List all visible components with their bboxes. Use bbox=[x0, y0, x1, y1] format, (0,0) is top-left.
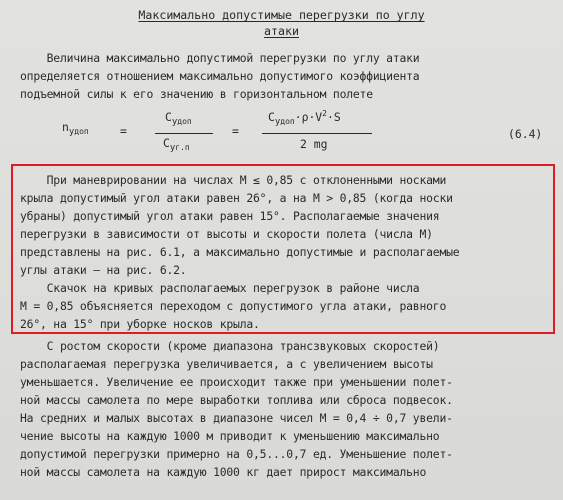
highlighted-line-2: крыла допустимый угол атаки равен 26°, а на M > 0,85 (когда носки bbox=[20, 191, 453, 205]
tail-line-8: ной массы самолета на каждую 1000 кг дает прирост максимально bbox=[20, 465, 427, 479]
intro-line-2: определяется отношением максимально допустимого коэффициента bbox=[20, 69, 420, 83]
tail-line-3: уменьшается. Увеличение ее происходит также при уменьшении полет- bbox=[20, 375, 453, 389]
fraction-1-denominator: $C_{yг.п}$ bbox=[163, 136, 190, 153]
intro-line-1: Величина максимально допустимой перегрузки по углу атаки bbox=[20, 51, 420, 65]
highlighted-line-6: углы атаки – на рис. 6.2. bbox=[20, 263, 187, 277]
section-title-line-1: Максимально допустимые перегрузки по углу bbox=[138, 8, 425, 22]
highlighted-line-1: При маневрировании на числах M ≤ 0,85 с отклоненными носками bbox=[20, 173, 447, 187]
highlighted-line-3: убраны) допустимый угол атаки равен 15°. Располагаемые значения bbox=[20, 209, 440, 223]
equation-number: (6.4) bbox=[508, 127, 543, 141]
equation-equals-1: = bbox=[120, 124, 127, 138]
tail-line-4: ной массы самолета по мере выработки топлива или сброса подвесок. bbox=[20, 393, 453, 407]
highlighted-line-4: перегрузки в зависимости от высоты и скорости полета (числа M) bbox=[20, 227, 433, 241]
fraction-2-bar bbox=[262, 133, 372, 134]
tail-line-5: На средних и малых высотах в диапазоне чисел M = 0,4 ÷ 0,7 увели- bbox=[20, 411, 453, 425]
fraction-1-bar bbox=[155, 133, 213, 134]
highlighted-line-8: M = 0,85 объясняется переходом с допустимого угла атаки, равного bbox=[20, 299, 447, 313]
tail-line-1: С ростом скорости (кроме диапазона трансзвуковых скоростей) bbox=[20, 339, 440, 353]
highlighted-line-7: Скачок на кривых располагаемых перегрузок в районе числа bbox=[20, 281, 420, 295]
fraction-2-denominator: 2 mg bbox=[300, 137, 328, 151]
tail-line-2: располагаемая перегрузка увеличивается, а с увеличением высоты bbox=[20, 357, 433, 371]
equation-lhs: $n_{yдоп}$ bbox=[62, 120, 89, 137]
section-title-line-2: атаки bbox=[264, 24, 299, 38]
equation-equals-2: = bbox=[232, 124, 239, 138]
highlighted-line-9: 26°, на 15° при уборке носков крыла. bbox=[20, 317, 260, 331]
tail-line-7: допустимой перегрузки примерно на 0,5...0,7 ед. Уменьшение полет- bbox=[20, 447, 453, 461]
tail-line-6: чение высоты на каждую 1000 м приводит к уменьшению максимально bbox=[20, 429, 440, 443]
intro-line-3: подъемной силы к его значению в горизонтальном полете bbox=[20, 87, 373, 101]
highlighted-line-5: представлены на рис. 6.1, а максимально допустимые и располагаемые bbox=[20, 245, 460, 259]
fraction-2-numerator: $C_{yдоп}\cdot\rho\cdot V^2\cdot S$ bbox=[268, 109, 341, 127]
fraction-1-numerator: $C_{yдоп}$ bbox=[165, 110, 192, 127]
